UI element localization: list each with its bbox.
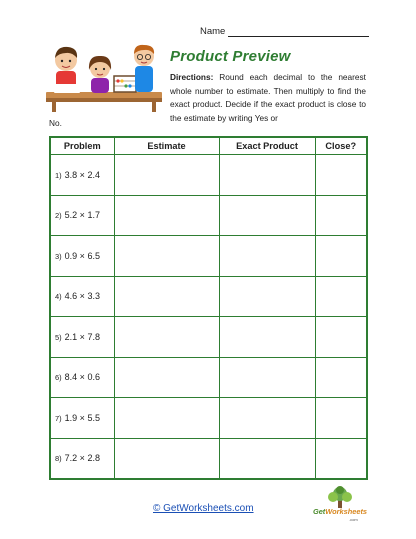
table-row bbox=[50, 398, 367, 439]
problem-number: 7) bbox=[55, 413, 62, 423]
problem-table bbox=[49, 136, 368, 480]
problem-text: 4.6 × 3.3 bbox=[64, 291, 100, 302]
problem-cell bbox=[50, 236, 114, 277]
close-cell[interactable] bbox=[315, 155, 367, 196]
exact-product-cell[interactable] bbox=[219, 438, 315, 479]
header-exact-product: Exact Product bbox=[219, 137, 315, 155]
exact-product-cell[interactable] bbox=[219, 276, 315, 317]
estimate-cell[interactable] bbox=[114, 155, 219, 196]
header-problem: Problem bbox=[50, 137, 114, 155]
problem-number: 3) bbox=[55, 251, 62, 261]
table-row bbox=[50, 438, 367, 479]
close-cell[interactable] bbox=[315, 398, 367, 439]
problem-text: 7.2 × 2.8 bbox=[64, 453, 100, 464]
problem-number: 6) bbox=[55, 373, 62, 383]
problem-cell bbox=[50, 195, 114, 236]
getworksheets-link[interactable]: © GetWorksheets.com bbox=[153, 503, 254, 514]
name-label: Name bbox=[200, 26, 226, 37]
header-estimate: Estimate bbox=[114, 137, 219, 155]
estimate-cell[interactable] bbox=[114, 317, 219, 358]
logo-dotcom: .com bbox=[349, 517, 358, 522]
exact-product-cell[interactable] bbox=[219, 398, 315, 439]
directions-overflow: No. bbox=[49, 118, 62, 128]
close-cell[interactable] bbox=[315, 317, 367, 358]
header-close: Close? bbox=[315, 137, 367, 155]
close-cell[interactable] bbox=[315, 195, 367, 236]
problem-number: 1) bbox=[55, 170, 62, 180]
problem-cell bbox=[50, 438, 114, 479]
problem-cell bbox=[50, 357, 114, 398]
estimate-cell[interactable] bbox=[114, 236, 219, 277]
problem-number: 5) bbox=[55, 332, 62, 342]
table-row bbox=[50, 276, 367, 317]
problem-text: 8.4 × 0.6 bbox=[64, 372, 100, 383]
exact-product-cell[interactable] bbox=[219, 236, 315, 277]
close-cell[interactable] bbox=[315, 438, 367, 479]
problem-cell bbox=[50, 276, 114, 317]
problem-text: 5.2 × 1.7 bbox=[64, 210, 100, 221]
table-row bbox=[50, 195, 367, 236]
tree-icon bbox=[309, 486, 371, 508]
close-cell[interactable] bbox=[315, 236, 367, 277]
estimate-cell[interactable] bbox=[114, 438, 219, 479]
table-row bbox=[50, 357, 367, 398]
estimate-cell[interactable] bbox=[114, 195, 219, 236]
kids-illustration bbox=[44, 40, 164, 112]
exact-product-cell[interactable] bbox=[219, 317, 315, 358]
estimate-cell[interactable] bbox=[114, 357, 219, 398]
problem-cell bbox=[50, 155, 114, 196]
problem-text: 1.9 × 5.5 bbox=[64, 412, 100, 423]
estimate-cell[interactable] bbox=[114, 276, 219, 317]
logo-get: Get bbox=[312, 507, 326, 516]
problem-number: 2) bbox=[55, 211, 62, 221]
close-cell[interactable] bbox=[315, 357, 367, 398]
problem-number: 4) bbox=[55, 292, 62, 302]
table-row bbox=[50, 236, 367, 277]
directions-label: Directions: bbox=[170, 72, 214, 82]
table-row bbox=[50, 155, 367, 196]
exact-product-cell[interactable] bbox=[219, 195, 315, 236]
problem-number: 8) bbox=[55, 454, 62, 464]
directions-body: Round each decimal to the nearest whole number to estimate. Then multiply to find the exact product. Decide if the exact product is close to the estimate by writing Yes or bbox=[170, 72, 366, 123]
problem-text: 2.1 × 7.8 bbox=[64, 331, 100, 342]
exact-product-cell[interactable] bbox=[219, 357, 315, 398]
problem-cell bbox=[50, 317, 114, 358]
table-header-row bbox=[50, 137, 367, 155]
name-field bbox=[200, 26, 369, 37]
table-row bbox=[50, 317, 367, 358]
close-cell[interactable] bbox=[315, 276, 367, 317]
directions-text bbox=[170, 71, 366, 125]
estimate-cell[interactable] bbox=[114, 398, 219, 439]
name-line[interactable] bbox=[228, 27, 369, 37]
problem-text: 3.8 × 2.4 bbox=[64, 169, 100, 180]
problem-cell bbox=[50, 398, 114, 439]
worksheet-title: Product Preview bbox=[170, 48, 291, 65]
problem-text: 0.9 × 6.5 bbox=[64, 250, 100, 261]
exact-product-cell[interactable] bbox=[219, 155, 315, 196]
logo-wordmark bbox=[309, 507, 371, 516]
getworksheets-logo bbox=[309, 486, 371, 526]
logo-worksheets: Worksheets bbox=[325, 507, 368, 516]
